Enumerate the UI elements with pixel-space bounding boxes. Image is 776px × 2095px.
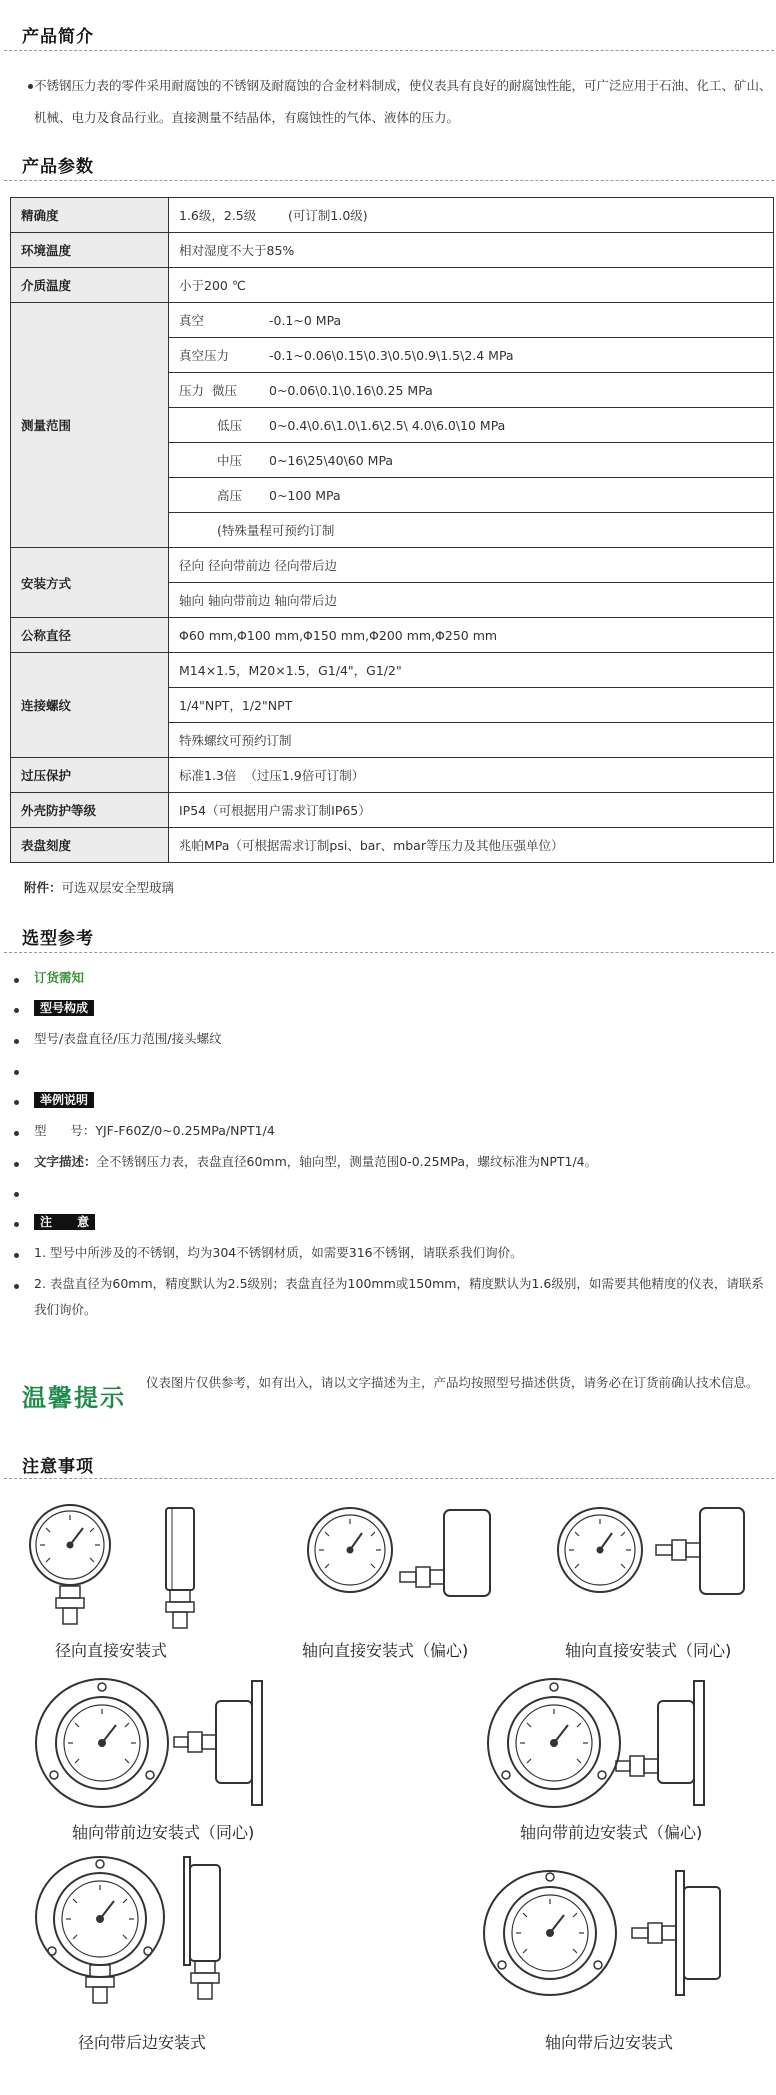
table-row [11, 618, 774, 653]
axial-front-flange-concentric-diagram [30, 1675, 290, 1825]
range-row [169, 478, 774, 513]
range-value: 0~100 MPa [269, 488, 341, 503]
range-type: 真空 [179, 313, 205, 328]
table-row [11, 548, 774, 583]
overload-label: 过压保护 [11, 758, 169, 793]
order-notice: 订货需知 [34, 970, 85, 985]
table-row [11, 233, 774, 268]
bullet-icon [14, 1222, 19, 1227]
bullet-icon [14, 1162, 19, 1167]
range-type: 真空压力 [179, 348, 230, 363]
scale-value: 兆帕MPa（可根据需求订制psi、bar、mbar等压力及其他压强单位） [169, 828, 774, 863]
accessory-text: 可选双层安全型玻璃 [61, 880, 175, 895]
caption-axial-front-flange-concentric: 轴向带前边安装式（同心) [72, 1823, 255, 1842]
selection-title: 选型参考 [22, 929, 94, 949]
range-row [169, 408, 774, 443]
range-label: 测量范围 [11, 303, 169, 548]
thread-value-1: M14×1.5，M20×1.5，G1/4"，G1/2" [169, 653, 774, 688]
radial-rear-flange-diagram [30, 1855, 250, 2015]
range-row [169, 513, 774, 548]
params-title: 产品参数 [22, 157, 94, 177]
caption-radial-rear-flange: 径向带后边安装式 [78, 2033, 207, 2052]
range-value: 0~0.06\0.1\0.16\0.25 MPa [269, 383, 433, 398]
protection-label: 外壳防护等级 [11, 793, 169, 828]
scale-label: 表盘刻度 [11, 828, 169, 863]
accessory-label: 附件： [24, 880, 62, 895]
thread-value-3: 特殊螺纹可预约订制 [169, 723, 774, 758]
bullet-icon [14, 978, 19, 983]
table-row [11, 268, 774, 303]
bullet-icon [14, 1192, 19, 1197]
model-text: 型号/表盘直径/压力范围/接头螺纹 [34, 1031, 222, 1046]
axial-front-flange-eccentric-diagram [482, 1675, 742, 1825]
diameter-label: 公称直径 [11, 618, 169, 653]
caption-axial-front-flange-eccentric: 轴向带前边安装式（偏心) [520, 1823, 703, 1842]
example-desc-label: 文字描述： [34, 1154, 97, 1169]
caption-axial-direct-concentric: 轴向直接安装式（同心) [565, 1641, 732, 1660]
tip-title: 温馨提示 [22, 1384, 126, 1412]
range-row [169, 443, 774, 478]
intro-text: 不锈钢压力表的零件采用耐腐蚀的不锈钢及耐腐蚀的合金材料制成，使仪表具有良好的耐腐蚀性能，可广泛应用于石油、化工、矿山、机械、电力及食品行业。直接测量不结晶体，有腐蚀性的气体、液体的压力。 [34, 78, 772, 125]
intro-divider [4, 50, 774, 51]
example-desc: 全不锈钢压力表，表盘直径60mm，轴向型，测量范围0-0.25MPa，螺纹标准为NPT1/4。 [96, 1154, 598, 1169]
axial-direct-concentric-diagram [550, 1500, 760, 1635]
install-label: 安装方式 [11, 548, 169, 618]
table-row [11, 828, 774, 863]
environment-value: 相对湿度不大于85% [169, 233, 774, 268]
table-row [11, 198, 774, 233]
range-type: 中压 [217, 453, 243, 468]
range-value: -0.1~0 MPa [269, 313, 342, 328]
range-row [169, 338, 774, 373]
thread-label: 连接螺纹 [11, 653, 169, 758]
caption-axial-rear-flange: 轴向带后边安装式 [545, 2033, 674, 2052]
table-row [11, 758, 774, 793]
range-special: (特殊量程可预约订制 [217, 523, 335, 538]
attention-1: 1. 型号中所涉及的不锈钢，均为304不锈钢材质，如需要316不锈钢，请联系我们询价。 [34, 1245, 523, 1260]
bullet-icon [14, 1039, 19, 1044]
params-divider [4, 180, 774, 181]
selection-divider [4, 952, 774, 953]
accessory-note [24, 878, 174, 896]
bullet-icon [14, 1100, 19, 1105]
intro-paragraph [14, 70, 774, 134]
caption-radial-direct: 径向直接安装式 [55, 1641, 168, 1660]
params-table [10, 197, 774, 863]
bullet-icon [14, 1284, 19, 1289]
range-value: -0.1~0.06\0.15\0.3\0.5\0.9\1.5\2.4 MPa [269, 348, 514, 363]
medium-value: 小于200 ℃ [169, 268, 774, 303]
example-model: 型 号：YJF-F60Z/0~0.25MPa/NPT1/4 [34, 1123, 275, 1138]
protection-value: IP54（可根据用户需求订制IP65） [169, 793, 774, 828]
range-value: 0~16\25\40\60 MPa [269, 453, 394, 468]
tip-text: 仪表图片仅供参考，如有出入，请以文字描述为主，产品均按照型号描述供货，请务必在订货前确认技术信息。 [146, 1375, 759, 1390]
caption-axial-direct-eccentric: 轴向直接安装式（偏心) [302, 1641, 469, 1660]
bullet-icon [14, 1253, 19, 1258]
attention-2: 2. 表盘直径为60mm，精度默认为2.5级别；表盘直径为100mm或150mm，精度默认为1.6级别，如需要其他精度的仪表，请联系我们询价。 [34, 1276, 764, 1317]
accuracy-label: 精确度 [11, 198, 169, 233]
overload-value: 标准1.3倍 （过压1.9倍可订制） [169, 758, 774, 793]
bullet-icon [14, 1070, 19, 1075]
range-row [169, 373, 774, 408]
medium-label: 介质温度 [11, 268, 169, 303]
range-type: 高压 [217, 488, 243, 503]
axial-rear-flange-diagram [480, 1865, 740, 2015]
range-value: 0~0.4\0.6\1.0\1.6\2.5\ 4.0\6.0\10 MPa [269, 418, 506, 433]
install-value-1: 径向 径向带前边 径向带后边 [169, 548, 774, 583]
radial-direct-diagram [28, 1500, 228, 1635]
table-row [11, 793, 774, 828]
table-row [11, 303, 774, 338]
thread-value-2: 1/4"NPT，1/2"NPT [169, 688, 774, 723]
bullet-icon [28, 84, 33, 89]
range-type: 低压 [217, 418, 243, 433]
install-value-2: 轴向 轴向带前边 轴向带后边 [169, 583, 774, 618]
bullet-icon [14, 1008, 19, 1013]
intro-title: 产品简介 [22, 27, 94, 47]
attention-tag: 注 意 [34, 1214, 95, 1230]
environment-label: 环境温度 [11, 233, 169, 268]
notes-title: 注意事项 [22, 1457, 94, 1477]
diameter-value: Φ60 mm,Φ100 mm,Φ150 mm,Φ200 mm,Φ250 mm [169, 618, 774, 653]
table-row [11, 653, 774, 688]
example-tag: 举例说明 [34, 1092, 94, 1108]
range-type: 压力 微压 [179, 383, 237, 398]
accuracy-value: 1.6级，2.5级 (可订制1.0级) [169, 198, 774, 233]
bullet-icon [14, 1131, 19, 1136]
axial-direct-eccentric-diagram [296, 1500, 506, 1635]
notes-divider [4, 1478, 774, 1479]
model-tag: 型号构成 [34, 1000, 94, 1016]
range-row [169, 303, 774, 338]
